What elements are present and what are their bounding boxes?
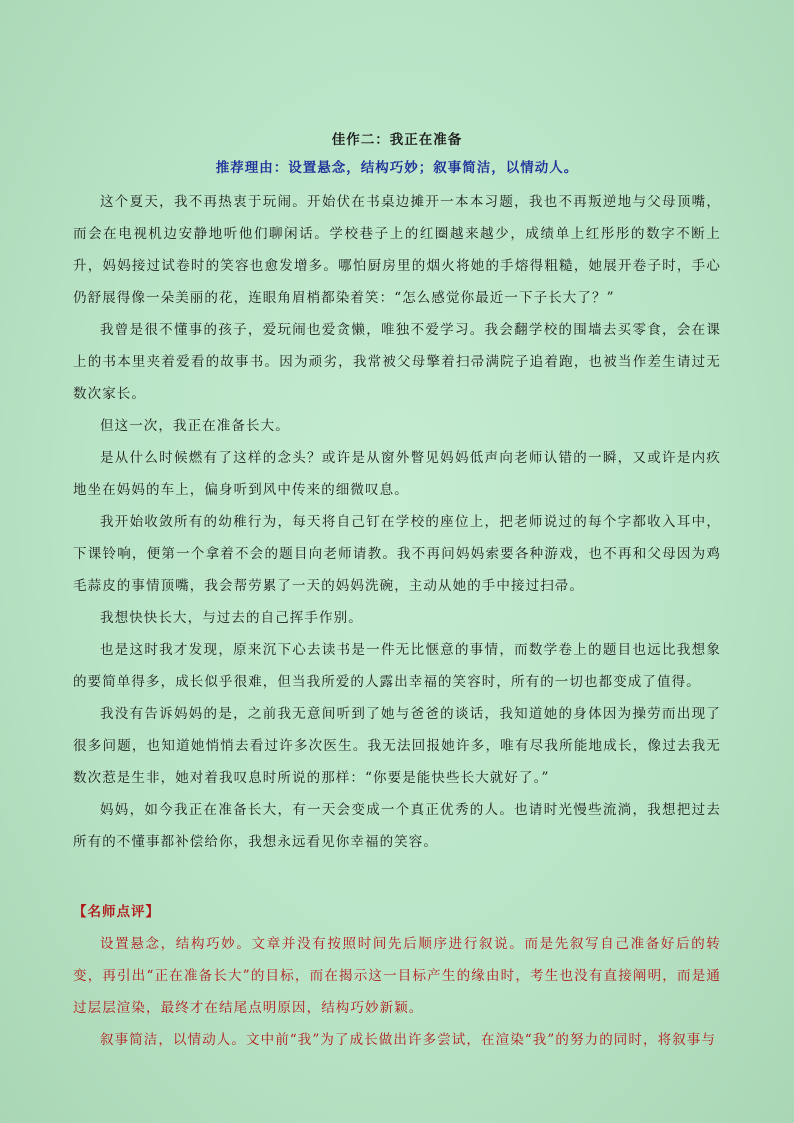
essay-paragraph: 妈妈，如今我正在准备长大，有一天会变成一个真正优秀的人。也请时光慢些流淌，我想把过去所有的不懂事都补偿给你，我想永远看见你幸福的笑容。	[73, 802, 721, 850]
essay-title: 佳作二：我正在准备	[331, 132, 463, 148]
document-body	[73, 128, 721, 1056]
teacher-comment-heading: 【名师点评】	[73, 904, 160, 920]
recommendation-reason: 推荐理由：设置悬念，结构巧妙；叙事简洁，以情动人。	[215, 160, 579, 176]
teacher-comment-paragraph: 设置悬念，结构巧妙。文章并没有按照时间先后顺序进行叙说。而是先叙写自己准备好后的转变，再引出“正在准备长大”的目标，而在揭示这一目标产生的缘由时，考生也没有直接阐明，而是通过层层渲染，最终才在结尾点明原因，结构巧妙新颖。	[73, 936, 721, 1016]
essay-paragraph: 我没有告诉妈妈的是，之前我无意间听到了她与爸爸的谈话，我知道她的身体因为操劳而出现了很多问题，也知道她悄悄去看过许多次医生。我无法回报她许多，唯有尽我所能地成长，像过去我无数次惹是生非，她对着我叹息时所说的那样：“你要是能快些长大就好了。”	[73, 706, 721, 786]
teacher-comment-paragraph: 叙事简洁，以情动人。文中前“我”为了成长做出许多尝试，在渲染“我”的努力的同时，将叙事与	[100, 1032, 717, 1048]
essay-paragraph: 我想快快长大，与过去的自己挥手作别。	[100, 610, 363, 626]
essay-paragraph: 但这一次，我正在准备长大。	[100, 418, 290, 434]
essay-paragraph: 是从什么时候燃有了这样的念头？或许是从窗外瞥见妈妈低声向老师认错的一瞬，又或许是内疚地坐在妈妈的车上，偏身听到风中传来的细微叹息。	[73, 450, 721, 498]
essay-paragraph: 也是这时我才发现，原来沉下心去读书是一件无比惬意的事情，而数学卷上的题目也远比我想象的要简单得多，成长似乎很难，但当我所爱的人露出幸福的笑容时，所有的一切也都变成了值得。	[73, 642, 721, 690]
essay-paragraph: 这个夏天，我不再热衷于玩闹。开始伏在书桌边摊开一本本习题，我也不再叛逆地与父母顶嘴，而会在电视机边安静地听他们聊闲话。学校巷子上的红圈越来越少，成绩单上红彤彤的数字不断上升，妈妈接过试卷时的笑容也愈发增多。哪怕厨房里的烟火将她的手熔得粗糙，她展开卷子时，手心仍舒展得像一朵美丽的花，连眼角眉梢都染着笑：“怎么感觉你最近一下子长大了？”	[73, 194, 721, 306]
essay-paragraph: 我开始收敛所有的幼稚行为，每天将自己钉在学校的座位上，把老师说过的每个字都收入耳中，下课铃响，便第一个拿着不会的题目向老师请教。我不再问妈妈索要各种游戏，也不再和父母因为鸡毛蒜皮的事情顶嘴，我会帮劳累了一天的妈妈洗碗，主动从她的手中接过扫帚。	[73, 514, 721, 594]
essay-paragraph: 我曾是很不懂事的孩子，爱玩闹也爱贪懒，唯独不爱学习。我会翻学校的围墙去买零食，会在课上的书本里夹着爱看的故事书。因为顽劣，我常被父母擎着扫帚满院子追着跑，也被当作差生请过无数次家长。	[73, 322, 721, 402]
